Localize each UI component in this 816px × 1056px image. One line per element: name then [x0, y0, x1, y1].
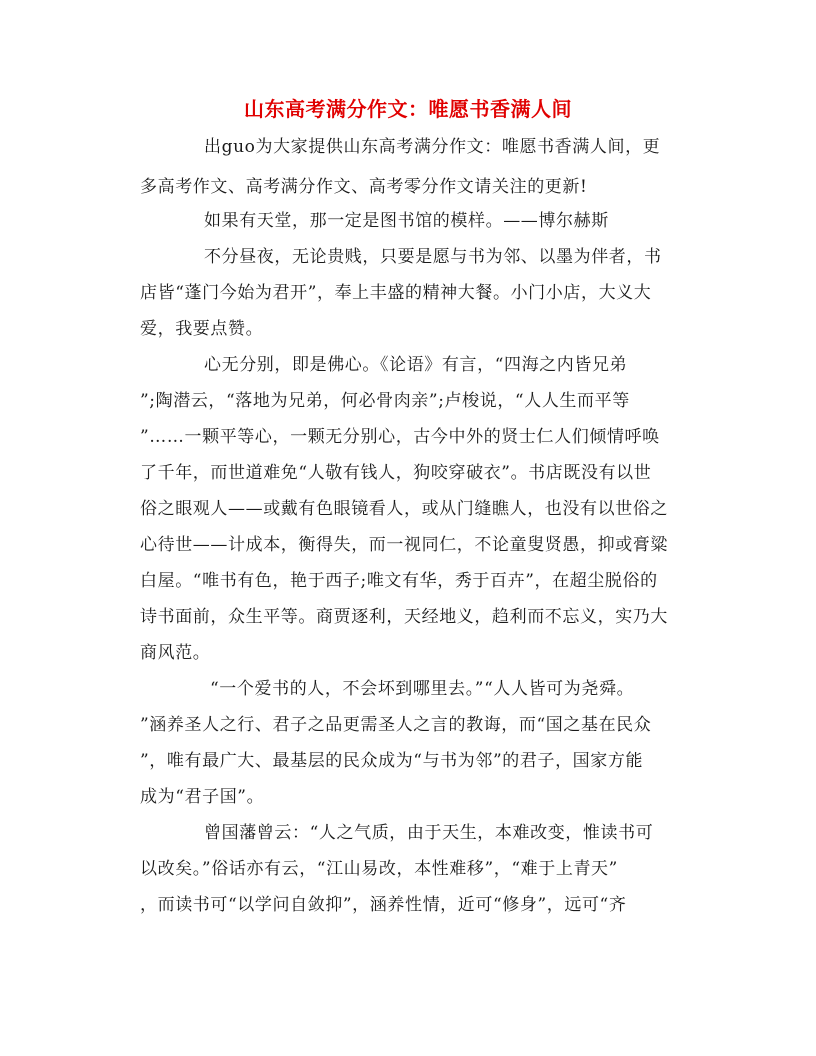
text-line: 如果有天堂，那一定是图书馆的模样。——博尔赫斯	[204, 211, 609, 231]
text-line: 白屋。“唯书有色，艳于西子;唯文有华，秀于百卉”，在超尘脱俗的	[140, 571, 658, 591]
text-line: 以改矣。”俗话亦有云，“江山易改，本性难移”，“难于上青天”	[140, 859, 618, 879]
text-line: 不分昼夜，无论贵贱，只要是愿与书为邻、以墨为伴者，书	[204, 247, 662, 267]
text-line: 多高考作文、高考满分作文、高考零分作文请关注的更新!	[140, 177, 588, 197]
text-line: 心待世——计成本，衡得失，而一视同仁，不论童叟贤愚，抑或膏粱	[140, 535, 668, 555]
text-line: ”;陶潜云，“落地为兄弟，何必骨肉亲”;卢梭说，“人人生而平等	[140, 391, 630, 411]
text-line: ，而读书可“以学问自敛抑”，涵养性情，近可“修身”，远可“齐	[140, 895, 627, 915]
text-line: 了千年，而世道难免“人敬有钱人，狗咬穿破衣”。书店既没有以世	[140, 463, 652, 483]
text-line: 爱，我要点赞。	[140, 319, 264, 339]
text-line: 曾国藩曾云：“人之气质，由于天生，本难改变，惟读书可	[204, 823, 654, 843]
text-line: ”涵养圣人之行、君子之品更需圣人之言的教诲，而“国之基在民众	[140, 715, 652, 735]
page-title: 山东高考满分作文：唯愿书香满人间	[244, 97, 572, 121]
text-line: ”，唯有最广大、最基层的民众成为“与书为邻”的君子，国家方能	[140, 751, 644, 771]
text-line: 店皆“蓬门今始为君开”，奉上丰盛的精神大餐。小门小店，大义大	[140, 283, 652, 303]
text-line: 心无分别，即是佛心。《论语》有言，“四海之内皆兄弟	[204, 355, 628, 375]
text-line: 诗书面前，众生平等。商贾逐利，天经地义，趋利而不忘义，实乃大	[140, 607, 668, 627]
text-line: 俗之眼观人——或戴有色眼镜看人，或从门缝瞧人，也没有以世俗之	[140, 499, 668, 519]
text-line: ”……一颗平等心，一颗无分别心，古今中外的贤士仁人们倾情呼唤	[140, 427, 660, 447]
text-line: “一个爱书的人，不会坏到哪里去。”“人人皆可为尧舜。	[210, 679, 635, 699]
text-line: 商风范。	[140, 643, 211, 663]
essay-body	[0, 134, 816, 1034]
text-line: 成为“君子国”。	[140, 787, 265, 807]
text-line: 出guo为大家提供山东高考满分作文：唯愿书香满人间，更	[204, 137, 661, 157]
